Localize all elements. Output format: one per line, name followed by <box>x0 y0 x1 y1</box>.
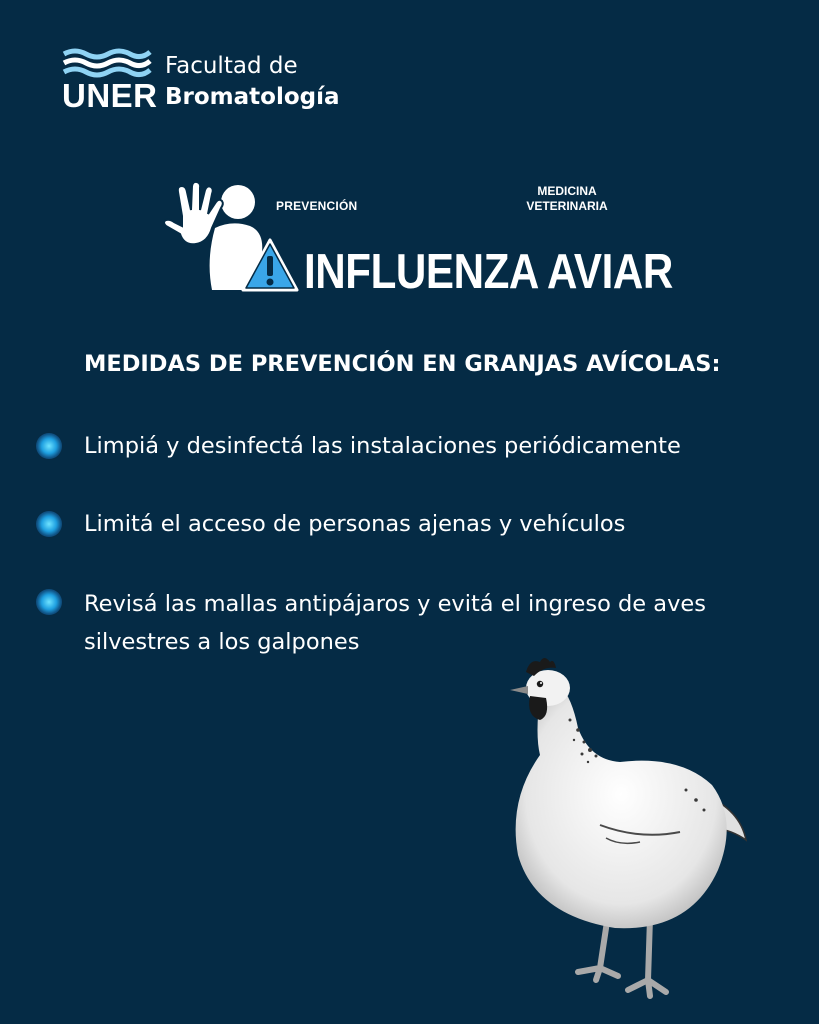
faculty-name-line1: Facultad de <box>165 53 298 79</box>
faculty-name-line2: Bromatología <box>165 84 340 110</box>
bullet-dot-icon <box>36 589 62 615</box>
warning-icon <box>240 236 300 296</box>
org-short-name: UNER <box>62 77 158 114</box>
list-item: Limpiá y desinfectá las instalaciones periódicamente <box>84 433 681 459</box>
list-item: Limitá el acceso de personas ajenas y vehículos <box>84 511 626 537</box>
bullet-dot-icon <box>36 511 62 537</box>
uner-waves-logo <box>62 46 152 78</box>
section-heading: MEDIDAS DE PREVENCIÓN EN GRANJAS AVÍCOLAS: <box>84 351 721 377</box>
bullet-dot-icon <box>36 433 62 459</box>
area-label-line1: MEDICINA <box>537 184 597 198</box>
page-title: INFLUENZA AVIAR <box>304 245 673 299</box>
campaign-tag: PREVENCIÓN <box>276 199 358 213</box>
area-label <box>508 184 626 214</box>
area-label-line2: VETERINARIA <box>526 199 608 213</box>
list-item: Revisá las mallas antipájaros y evitá el ingreso de aves silvestres a los galpones <box>84 591 706 655</box>
chicken-illustration <box>500 650 760 1010</box>
